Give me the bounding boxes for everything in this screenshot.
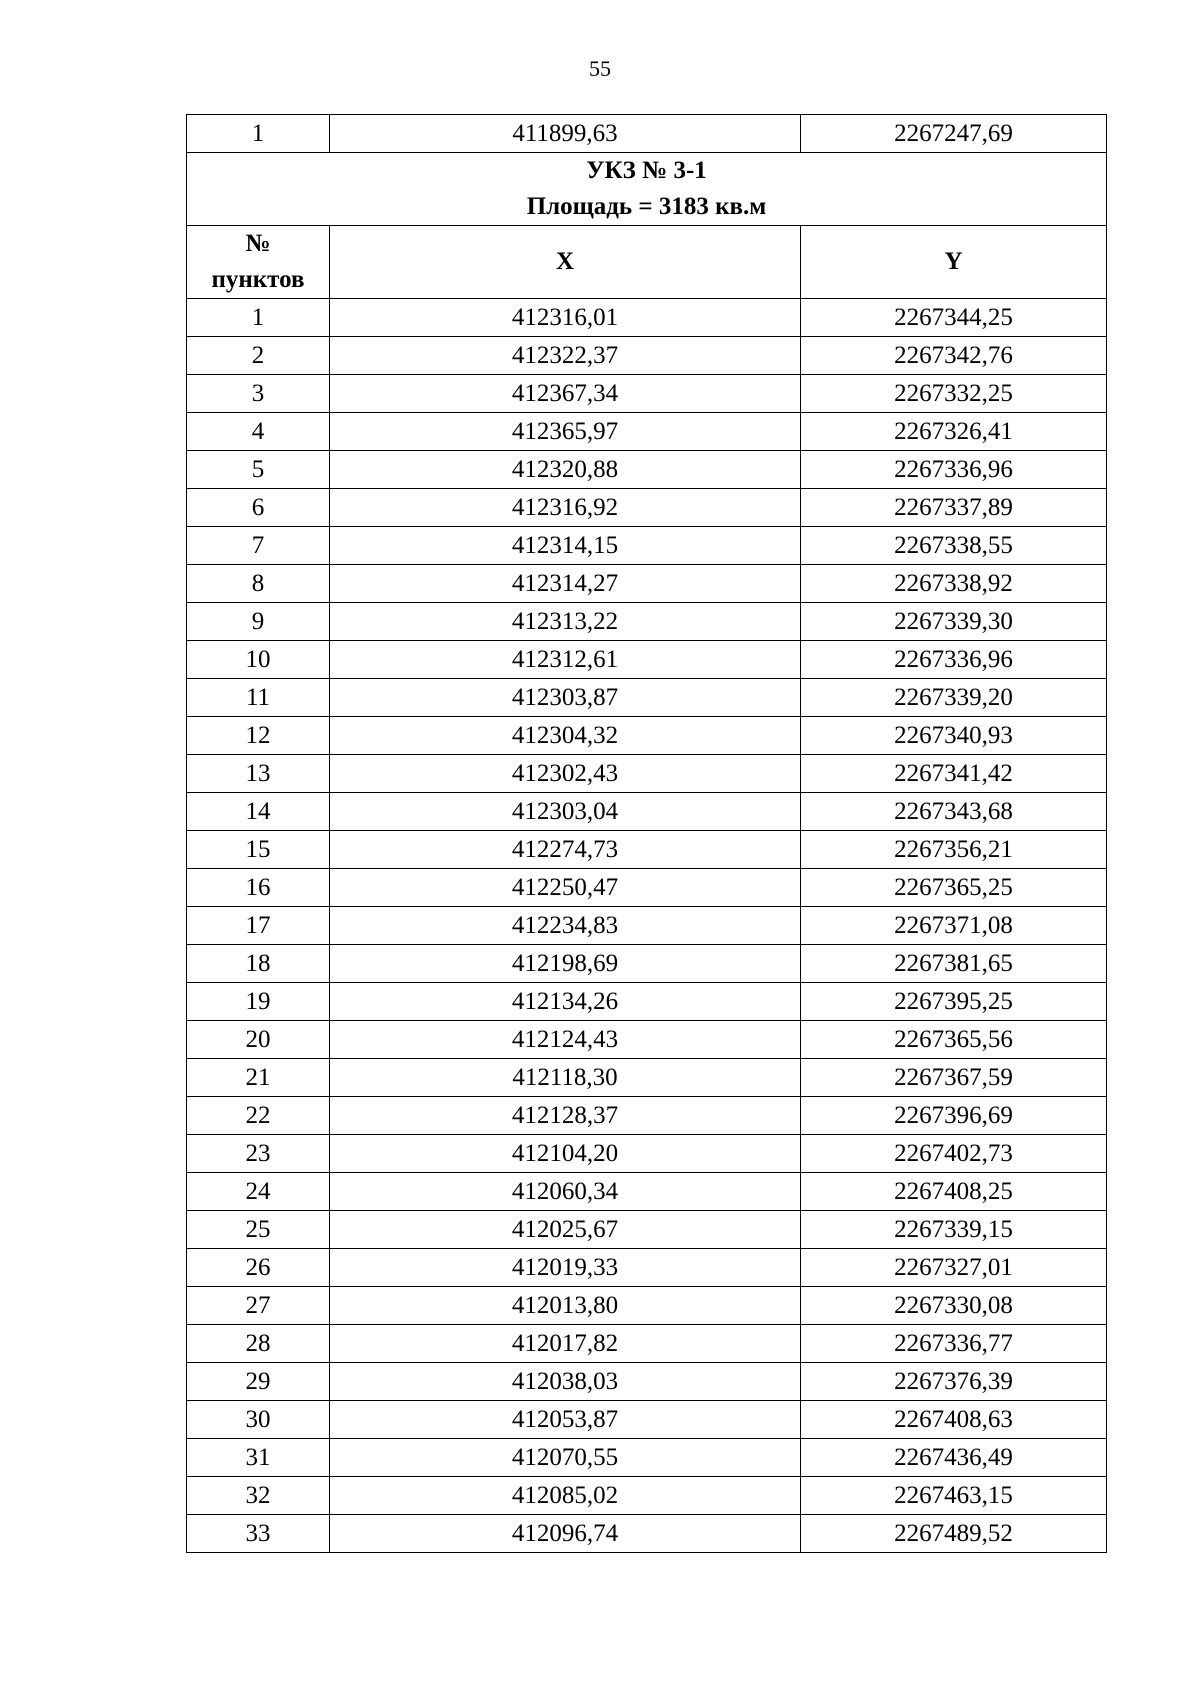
table-row	[187, 831, 1107, 869]
x-coordinate-cell: 412060,34	[330, 1173, 801, 1211]
x-coordinate-cell: 412274,73	[330, 831, 801, 869]
section-title-row	[187, 153, 1107, 226]
y-coordinate-cell: 2267343,68	[801, 793, 1107, 831]
point-number-cell: 12	[187, 717, 330, 755]
table-row	[187, 603, 1107, 641]
x-coordinate-cell: 412302,43	[330, 755, 801, 793]
y-coordinate-cell: 2267356,21	[801, 831, 1107, 869]
section-title-cell	[187, 153, 1107, 226]
table-row	[187, 489, 1107, 527]
point-number-cell: 14	[187, 793, 330, 831]
y-coordinate-cell: 2267463,15	[801, 1477, 1107, 1515]
point-number-cell: 15	[187, 831, 330, 869]
x-coordinate-cell: 412320,88	[330, 451, 801, 489]
x-coordinate-cell: 412316,92	[330, 489, 801, 527]
x-coordinate-cell: 411899,63	[330, 115, 801, 153]
table-row	[187, 451, 1107, 489]
x-coordinate-cell: 412134,26	[330, 983, 801, 1021]
x-coordinate-cell: 412322,37	[330, 337, 801, 375]
column-header-row	[187, 226, 1107, 299]
x-coordinate-cell: 412303,04	[330, 793, 801, 831]
table-row	[187, 755, 1107, 793]
y-coordinate-cell: 2267247,69	[801, 115, 1107, 153]
x-coordinate-cell: 412118,30	[330, 1059, 801, 1097]
section-area: Площадь = 3183 кв.м	[526, 193, 767, 220]
table-row	[187, 869, 1107, 907]
point-number-cell: 16	[187, 869, 330, 907]
y-coordinate-cell: 2267436,49	[801, 1439, 1107, 1477]
x-coordinate-cell: 412038,03	[330, 1363, 801, 1401]
point-number-cell: 23	[187, 1135, 330, 1173]
x-coordinate-cell: 412303,87	[330, 679, 801, 717]
section-title: УКЗ № 3-1	[586, 157, 707, 184]
y-coordinate-cell: 2267371,08	[801, 907, 1107, 945]
x-coordinate-cell: 412367,34	[330, 375, 801, 413]
point-number-cell: 3	[187, 375, 330, 413]
y-coordinate-cell: 2267339,30	[801, 603, 1107, 641]
x-coordinate-cell: 412017,82	[330, 1325, 801, 1363]
point-number-cell: 10	[187, 641, 330, 679]
point-number-cell: 21	[187, 1059, 330, 1097]
x-coordinate-cell: 412314,27	[330, 565, 801, 603]
point-number-cell: 13	[187, 755, 330, 793]
point-number-cell: 9	[187, 603, 330, 641]
point-number-cell: 11	[187, 679, 330, 717]
point-number-cell: 6	[187, 489, 330, 527]
y-coordinate-cell: 2267337,89	[801, 489, 1107, 527]
x-coordinate-cell: 412053,87	[330, 1401, 801, 1439]
x-coordinate-cell: 412128,37	[330, 1097, 801, 1135]
table-row	[187, 641, 1107, 679]
x-coordinate-cell: 412250,47	[330, 869, 801, 907]
point-number-cell: 17	[187, 907, 330, 945]
y-coordinate-cell: 2267332,25	[801, 375, 1107, 413]
y-coordinate-cell: 2267381,65	[801, 945, 1107, 983]
y-coordinate-cell: 2267342,76	[801, 337, 1107, 375]
y-coordinate-cell: 2267408,25	[801, 1173, 1107, 1211]
y-coordinate-cell: 2267408,63	[801, 1401, 1107, 1439]
x-coordinate-cell: 412304,32	[330, 717, 801, 755]
table-row	[187, 907, 1107, 945]
y-coordinate-cell: 2267344,25	[801, 299, 1107, 337]
column-header-y: Y	[801, 226, 1107, 299]
y-coordinate-cell: 2267336,96	[801, 451, 1107, 489]
table-row	[187, 375, 1107, 413]
point-number-cell: 28	[187, 1325, 330, 1363]
x-coordinate-cell: 412013,80	[330, 1287, 801, 1325]
table-row	[187, 1021, 1107, 1059]
x-coordinate-cell: 412365,97	[330, 413, 801, 451]
table-row	[187, 1173, 1107, 1211]
y-coordinate-cell: 2267336,96	[801, 641, 1107, 679]
y-coordinate-cell: 2267327,01	[801, 1249, 1107, 1287]
y-coordinate-cell: 2267339,20	[801, 679, 1107, 717]
point-number-cell: 2	[187, 337, 330, 375]
table-row	[187, 717, 1107, 755]
x-coordinate-cell: 412313,22	[330, 603, 801, 641]
column-header-number-line2: пунктов	[211, 266, 305, 293]
point-number-cell: 24	[187, 1173, 330, 1211]
point-number-cell: 5	[187, 451, 330, 489]
y-coordinate-cell: 2267365,25	[801, 869, 1107, 907]
y-coordinate-cell: 2267402,73	[801, 1135, 1107, 1173]
y-coordinate-cell: 2267330,08	[801, 1287, 1107, 1325]
y-coordinate-cell: 2267367,59	[801, 1059, 1107, 1097]
point-number-cell: 8	[187, 565, 330, 603]
page-number: 55	[589, 56, 611, 81]
table-row	[187, 679, 1107, 717]
table-row	[187, 1135, 1107, 1173]
point-number-cell: 1	[187, 115, 330, 153]
table-row	[187, 337, 1107, 375]
table-row	[187, 1439, 1107, 1477]
x-coordinate-cell: 412124,43	[330, 1021, 801, 1059]
y-coordinate-cell: 2267339,15	[801, 1211, 1107, 1249]
x-coordinate-cell: 412019,33	[330, 1249, 801, 1287]
point-number-cell: 30	[187, 1401, 330, 1439]
x-coordinate-cell: 412234,83	[330, 907, 801, 945]
x-coordinate-cell: 412085,02	[330, 1477, 801, 1515]
table-row	[187, 1401, 1107, 1439]
x-coordinate-cell: 412104,20	[330, 1135, 801, 1173]
table-row	[187, 1059, 1107, 1097]
table-row	[187, 1287, 1107, 1325]
point-number-cell: 4	[187, 413, 330, 451]
coordinates-table-body	[187, 115, 1107, 1553]
table-row	[187, 1249, 1107, 1287]
x-coordinate-cell: 412312,61	[330, 641, 801, 679]
y-coordinate-cell: 2267365,56	[801, 1021, 1107, 1059]
point-number-cell: 29	[187, 1363, 330, 1401]
table-row	[187, 983, 1107, 1021]
x-coordinate-cell: 412316,01	[330, 299, 801, 337]
table-row	[187, 1325, 1107, 1363]
x-coordinate-cell: 412198,69	[330, 945, 801, 983]
table-row	[187, 945, 1107, 983]
y-coordinate-cell: 2267396,69	[801, 1097, 1107, 1135]
y-coordinate-cell: 2267489,52	[801, 1515, 1107, 1553]
point-number-cell: 7	[187, 527, 330, 565]
x-coordinate-cell: 412070,55	[330, 1439, 801, 1477]
table-row	[187, 1477, 1107, 1515]
y-coordinate-cell: 2267336,77	[801, 1325, 1107, 1363]
point-number-cell: 31	[187, 1439, 330, 1477]
x-coordinate-cell: 412096,74	[330, 1515, 801, 1553]
y-coordinate-cell: 2267341,42	[801, 755, 1107, 793]
x-coordinate-cell: 412025,67	[330, 1211, 801, 1249]
point-number-cell: 27	[187, 1287, 330, 1325]
y-coordinate-cell: 2267338,92	[801, 565, 1107, 603]
table-row	[187, 1211, 1107, 1249]
point-number-cell: 22	[187, 1097, 330, 1135]
point-number-cell: 25	[187, 1211, 330, 1249]
point-number-cell: 19	[187, 983, 330, 1021]
point-number-cell: 20	[187, 1021, 330, 1059]
point-number-cell: 18	[187, 945, 330, 983]
y-coordinate-cell: 2267376,39	[801, 1363, 1107, 1401]
point-number-cell: 32	[187, 1477, 330, 1515]
table-row	[187, 115, 1107, 153]
table-row	[187, 1097, 1107, 1135]
column-header-x: X	[330, 226, 801, 299]
y-coordinate-cell: 2267326,41	[801, 413, 1107, 451]
coordinates-table	[186, 114, 1107, 1553]
table-row	[187, 527, 1107, 565]
table-row	[187, 1363, 1107, 1401]
y-coordinate-cell: 2267395,25	[801, 983, 1107, 1021]
x-coordinate-cell: 412314,15	[330, 527, 801, 565]
y-coordinate-cell: 2267340,93	[801, 717, 1107, 755]
point-number-cell: 33	[187, 1515, 330, 1553]
point-number-cell: 1	[187, 299, 330, 337]
table-row	[187, 793, 1107, 831]
point-number-cell: 26	[187, 1249, 330, 1287]
table-row	[187, 565, 1107, 603]
table-row	[187, 1515, 1107, 1553]
column-header-number-line1: №	[245, 230, 271, 257]
table-row	[187, 413, 1107, 451]
table-row	[187, 299, 1107, 337]
column-header-number	[187, 226, 330, 299]
y-coordinate-cell: 2267338,55	[801, 527, 1107, 565]
